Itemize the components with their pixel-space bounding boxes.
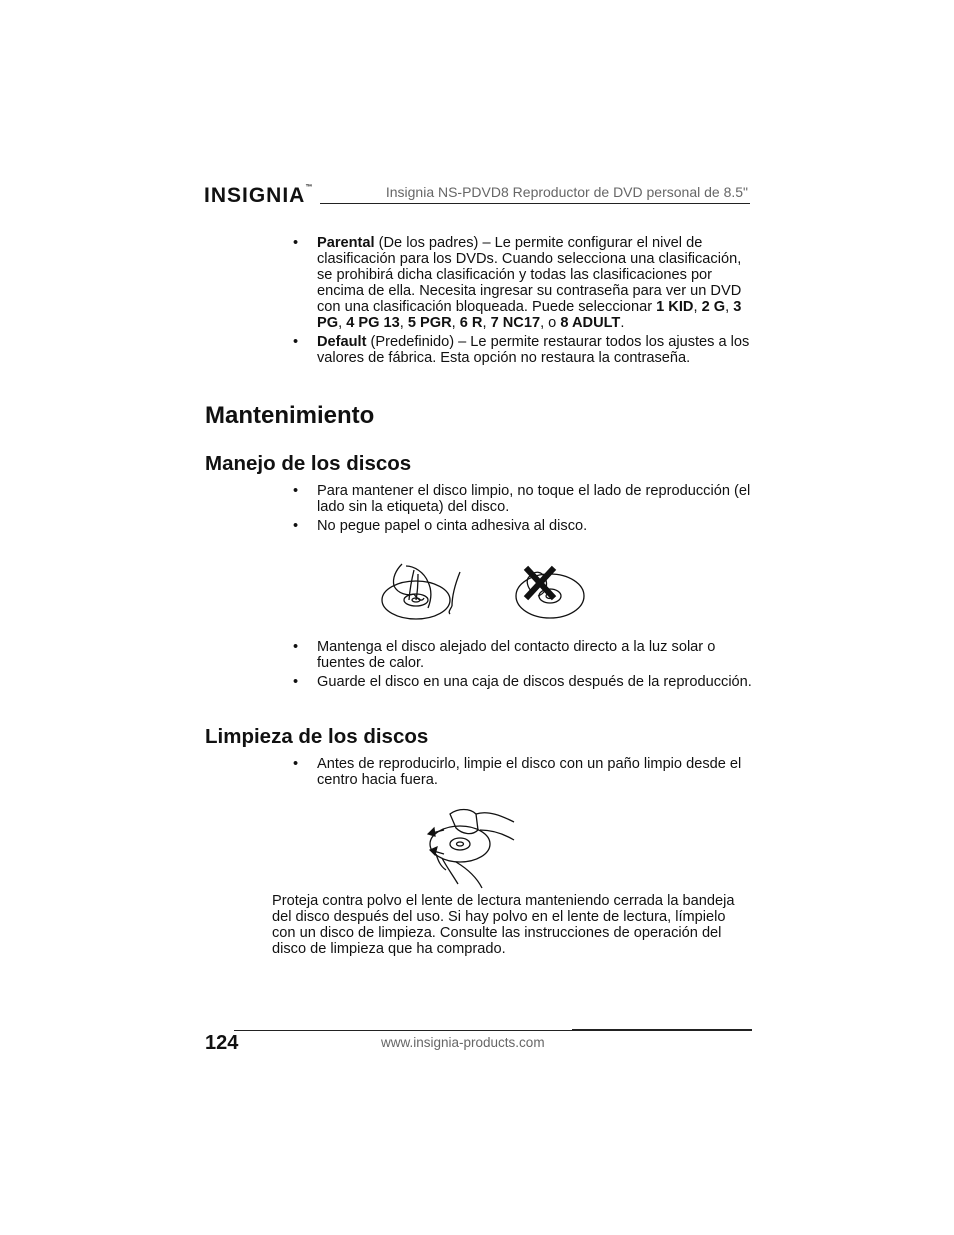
cloth-figure [450,810,478,834]
separator: , [482,315,491,331]
list-item: • Para mantener el disco limpio, no toque el lado de reproducción (el lado sin la etiqueta) del disco. [317,483,757,515]
rating-7: 7 NC17 [490,315,541,331]
rating-1: 1 KID [656,299,694,315]
separator: , [399,315,408,331]
disc-handling-illustration [378,560,593,630]
list-item: • Mantenga el disco alejado del contacto directo a la luz solar o fuentes de calor. [317,639,757,671]
separator: , [693,299,702,315]
footer-url: www.insignia-products.com [381,1035,545,1050]
separator: , [451,315,460,331]
list-item: • Guarde el disco en una caja de discos después de la reproducción. [317,674,757,690]
list-item: • No pegue papel o cinta adhesiva al disco. [317,518,757,534]
page-number: 124 [205,1032,239,1054]
logo-text: INSIGNIA [204,184,306,207]
section-title: Mantenimiento [205,402,375,429]
bullet-parental [317,235,757,331]
separator: , o [540,315,561,331]
bullet-default [317,334,757,366]
rating-5: 5 PGR [407,315,452,331]
header-title: Insignia NS-PDVD8 Reproductor de DVD personal de 8.5" [385,184,748,200]
intro-bullets [317,235,757,369]
insignia-logo [204,184,312,208]
parental-description: (De los padres) – Le permite configurar el nivel de clasificación para los DVDs. Cuando selecciona una clasificación, se prohibirá dicha clasificación y todas las clasificaciones por encima de ella. Necesita ingresar su contraseña para ver un DVD con una clasificación bloqueada. Puede seleccionar [317,235,742,315]
rating-2: 2 G [701,299,726,315]
default-term: Default [317,334,367,350]
list-item: • Antes de reproducirlo, limpie el disco con un paño limpio desde el centro hacia fuera. [317,756,757,788]
cleaning-paragraph: Proteja contra polvo el lente de lectura manteniendo cerrada la bandeja del disco después del uso. Si hay polvo en el lente de lectura, límpielo con un disco de limpieza. Consulte las instrucciones de operación del disco de limpieza que ha comprado. [272,893,735,957]
rating-6: 6 R [459,315,483,331]
rating-8: 8 ADULT [560,315,621,331]
rating-4: 4 PG 13 [346,315,400,331]
footer-rule-accent [572,1029,752,1031]
header-rule [320,203,750,204]
rating-3: 3 PG [317,299,742,331]
parental-term: Parental [317,235,375,251]
handling-bullets-top [317,483,757,537]
cleaning-title: Limpieza de los discos [205,725,429,748]
separator: , [725,299,734,315]
handling-bullets-bottom [317,639,757,693]
logo-trademark: ™ [305,184,313,191]
default-description: (Predefinido) – Le permite restaurar todos los ajustes a los valores de fábrica. Esta opción no restaura la contraseña. [317,334,750,366]
period: . [620,315,625,331]
disc-held-correctly-figure [382,564,460,619]
cleaning-bullets [317,756,757,791]
separator: , [338,315,347,331]
handling-title: Manejo de los discos [205,452,412,475]
disc-cleaning-illustration [422,800,517,892]
